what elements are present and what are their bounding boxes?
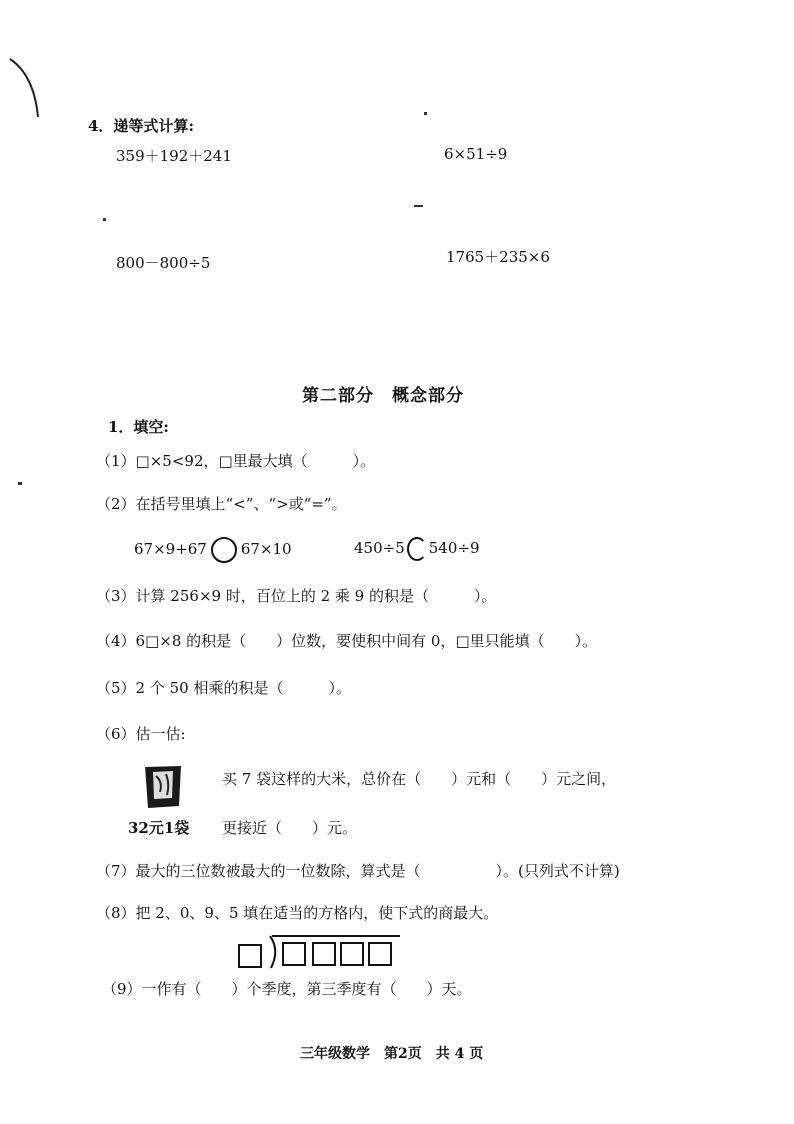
- division-bar: [272, 935, 400, 937]
- dividend-box-1[interactable]: [282, 942, 306, 966]
- calc-item-2: 6×51÷9: [444, 145, 508, 163]
- question-1-1: （1）□×5<92，□里最大填（ ）。: [96, 452, 376, 470]
- compare-left-1: 67×9+67: [134, 540, 207, 558]
- scan-speck: [414, 205, 423, 207]
- compare-right-2: 540÷9: [428, 539, 480, 557]
- question-1-7: （7）最大的三位数被最大的一位数除，算式是（ ）。(只列式不计算): [96, 862, 620, 880]
- question-1-3: （3）计算 256×9 时，百位上的 2 乘 9 的积是（ ）。: [96, 587, 497, 605]
- question-1-8: （8）把 2、0、9、5 填在适当的方格内，使下式的商最大。: [96, 904, 499, 922]
- scan-edge-mark: [4, 55, 44, 125]
- calc-item-4: 1765＋235×6: [446, 248, 550, 266]
- question-1-6: （6）估一估:: [96, 725, 186, 743]
- question-1-heading: 1．填空:: [108, 418, 169, 436]
- calc-item-3: 800－800÷5: [116, 254, 211, 272]
- page-footer: 三年级数学 第2页 共 4 页: [300, 1046, 484, 1062]
- question-1-6-text: 买 7 袋这样的大米，总价在（ ）元和（ ）元之间，: [222, 770, 617, 788]
- answer-circle-2[interactable]: [407, 537, 427, 561]
- scan-speck: [424, 112, 427, 115]
- scan-speck: [18, 482, 22, 485]
- answer-circle-1[interactable]: [211, 537, 237, 563]
- question-1-6-text-2: 更接近（ ）元。: [222, 819, 358, 837]
- question-1-5: （5）2 个 50 相乘的积是（ ）。: [96, 679, 351, 697]
- rice-bag-image: [142, 762, 184, 810]
- compare-row-1: [134, 537, 292, 563]
- question-1-9: （9）一作有（ ）个季度，第三季度有（ ）天。: [102, 980, 472, 998]
- scan-speck: [103, 218, 106, 221]
- part2-title: 第二部分 概念部分: [302, 386, 464, 406]
- calc-item-1: 359＋192＋241: [116, 147, 232, 165]
- dividend-box-3[interactable]: [340, 942, 364, 966]
- compare-left-2: 450÷5: [354, 539, 405, 557]
- section4-heading: 4．递等式计算:: [88, 117, 194, 135]
- dividend-box-2[interactable]: [312, 942, 336, 966]
- divisor-box[interactable]: [238, 944, 262, 968]
- question-1-4: （4）6□×8 的积是（ ）位数，要使积中间有 0，□里只能填（ ）。: [96, 632, 598, 650]
- dividend-box-4[interactable]: [368, 942, 392, 966]
- compare-row-2: [354, 537, 480, 561]
- compare-right-1: 67×10: [240, 540, 292, 558]
- rice-price-label: 32元1袋: [128, 819, 190, 837]
- question-1-2: （2）在括号里填上“<”、“>或“=”。: [96, 495, 347, 513]
- division-bracket: [268, 934, 280, 970]
